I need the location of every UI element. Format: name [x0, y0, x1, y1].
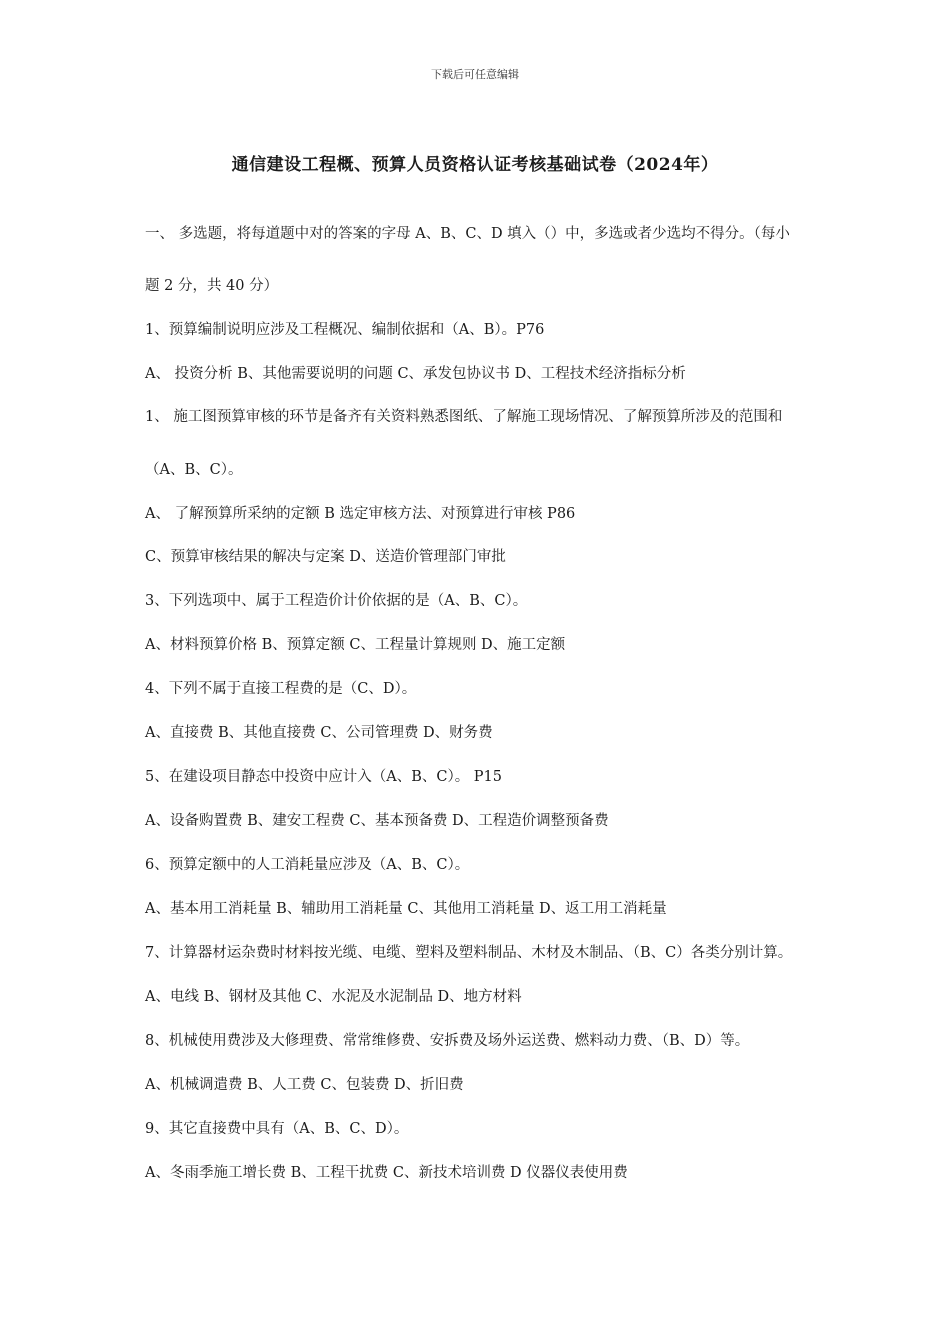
question-1-options: A、 投资分析 B、其他需要说明的问题 C、承发包协议书 D、工程技术经济指标分析 — [145, 366, 686, 382]
section-instruction-line-2: 题 2 分，共 40 分） — [145, 278, 279, 294]
question-9: 9、其它直接费中具有（A、B、C、D）。 — [145, 1121, 409, 1137]
question-2-options-2: C、预算审核结果的解决与定案 D、送造价管理部门审批 — [145, 549, 506, 565]
question-6-options: A、基本用工消耗量 B、辅助用工消耗量 C、其他用工消耗量 D、返工用工消耗量 — [145, 901, 667, 917]
question-9-options: A、冬雨季施工增长费 B、工程干扰费 C、新技术培训费 D 仪器仪表使用费 — [145, 1165, 628, 1181]
question-2-line-2: （A、B、C）。 — [145, 462, 243, 478]
question-8: 8、机械使用费涉及大修理费、常常维修费、安拆费及场外运送费、燃料动力费、（B、D）等。 — [145, 1033, 750, 1049]
question-5: 5、在建设项目静态中投资中应计入（A、B、C）。 P15 — [145, 769, 503, 785]
question-2-options-1: A、 了解预算所采纳的定额 B 选定审核方法、对预算进行审核 P86 — [145, 506, 576, 522]
document-title: 通信建设工程概、预算人员资格认证考核基础试卷（2024年） — [231, 155, 719, 175]
question-2-line-1: 1、 施工图预算审核的环节是备齐有关资料熟悉图纸、了解施工现场情况、了解预算所涉及的范围和 — [145, 409, 783, 425]
header-note: 下载后可任意编辑 — [431, 68, 519, 81]
question-4: 4、下列不属于直接工程费的是（C、D）。 — [145, 681, 417, 697]
section-instruction-line-1: 一、 多选题，将每道题中对的答案的字母 A、B、C、D 填入（）中，多选或者少选均不得分。（每小 — [145, 226, 790, 242]
question-4-options: A、直接费 B、其他直接费 C、公司管理费 D、财务费 — [145, 725, 493, 741]
question-6: 6、预算定额中的人工消耗量应涉及（A、B、C）。 — [145, 857, 470, 873]
question-3-options: A、材料预算价格 B、预算定额 C、工程量计算规则 D、施工定额 — [145, 637, 566, 653]
question-7: 7、计算器材运杂费时材料按光缆、电缆、塑料及塑料制品、木材及木制品、（B、C）各类分别计算。 — [145, 945, 793, 961]
question-3: 3、下列选项中、属于工程造价计价依据的是（A、B、C）。 — [145, 593, 528, 609]
question-7-options: A、电线 B、钢材及其他 C、水泥及水泥制品 D、地方材料 — [145, 989, 522, 1005]
question-5-options: A、设备购置费 B、建安工程费 C、基本预备费 D、工程造价调整预备费 — [145, 813, 609, 829]
question-1: 1、预算编制说明应涉及工程概况、编制依据和（A、B）。P76 — [145, 322, 545, 338]
question-8-options: A、机械调遣费 B、人工费 C、包装费 D、折旧费 — [145, 1077, 464, 1093]
